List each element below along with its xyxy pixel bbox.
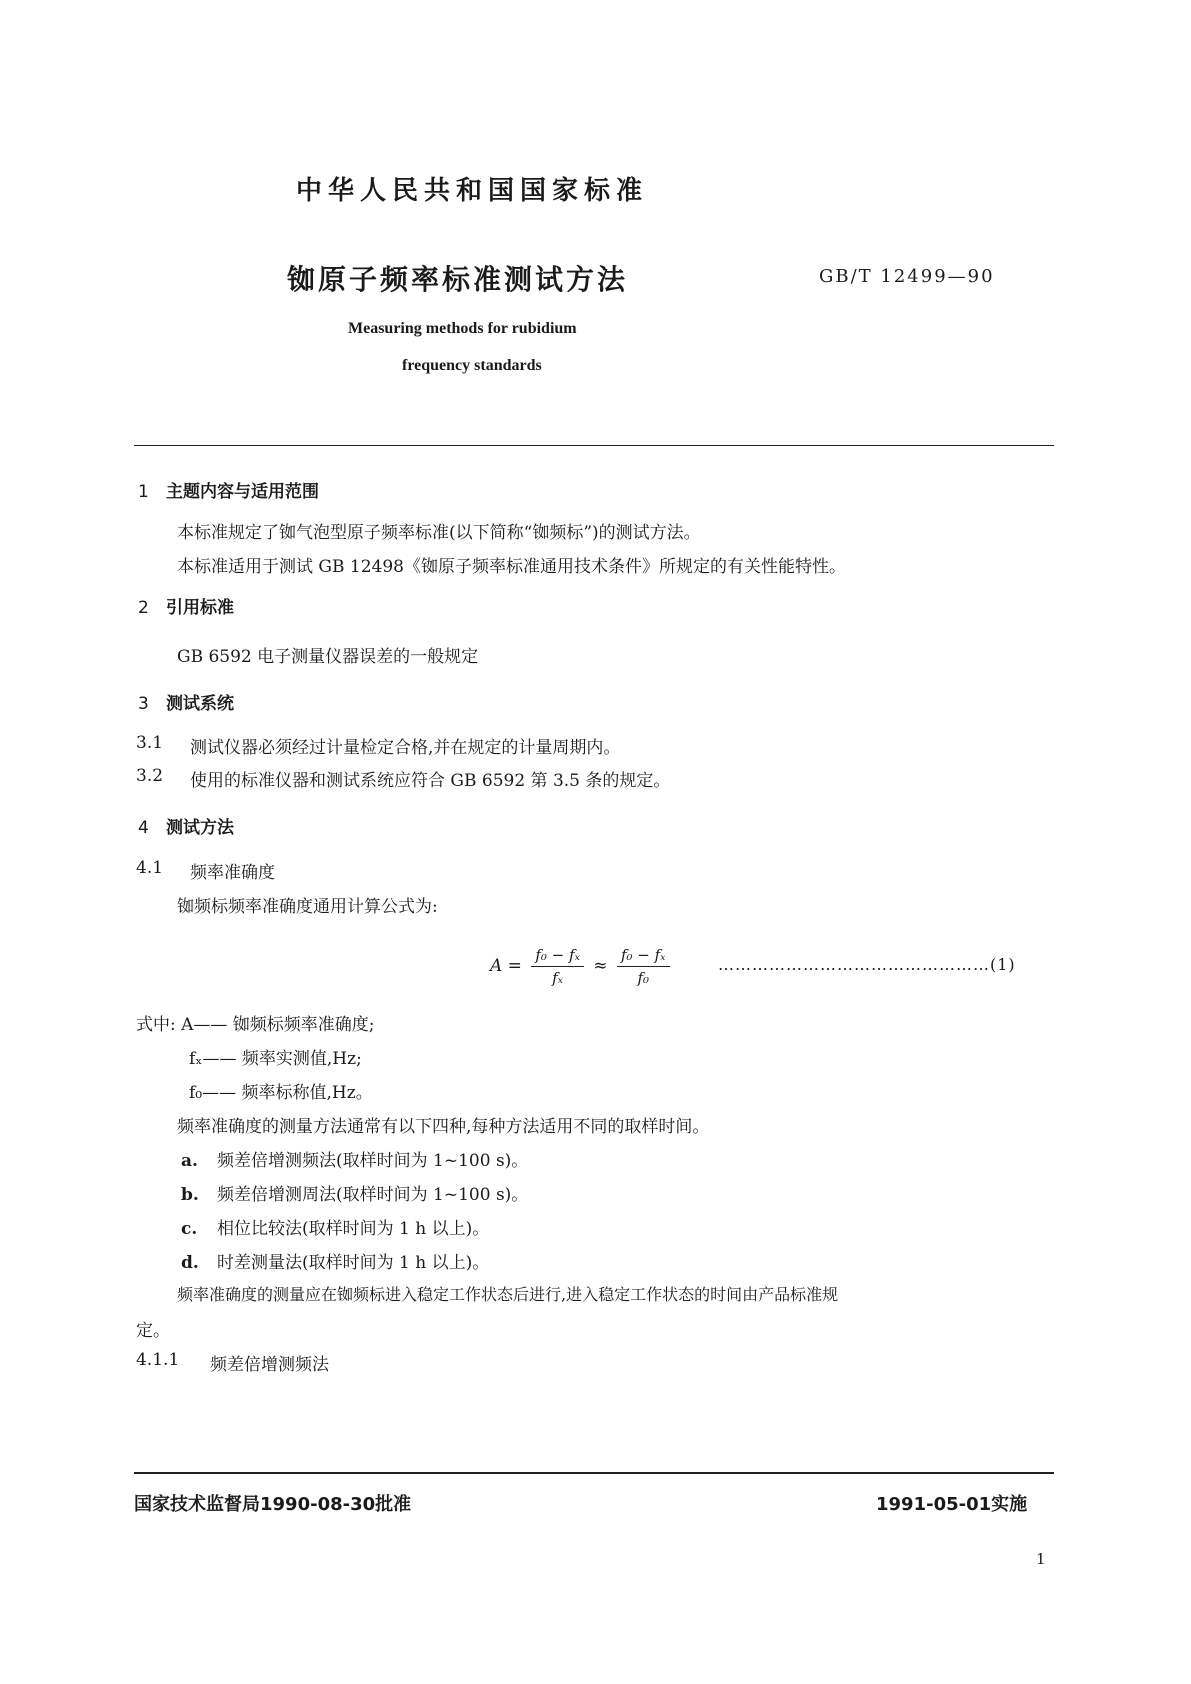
approval-date: 国家技术监督局1990-08-30批准	[134, 1494, 412, 1515]
fraction-denominator: fₓ	[552, 969, 564, 987]
list-item	[181, 1146, 528, 1171]
section-3-heading	[138, 689, 234, 714]
national-standard-heading: 中华人民共和国国家标准	[296, 176, 649, 206]
section-number: 4	[138, 818, 149, 838]
section-title: 测试系统	[166, 694, 234, 714]
section-1-heading	[138, 477, 319, 502]
section-number: 1	[138, 482, 149, 502]
paragraph: 铷频标频率准确度通用计算公式为:	[177, 897, 438, 917]
list-text: 相位比较法(取样时间为 1 h 以上)。	[217, 1219, 490, 1239]
paragraph: 频率准确度的测量应在铷频标进入稳定工作状态后进行,进入稳定工作状态的时间由产品标准规	[177, 1285, 839, 1304]
paragraph: GB 6592 电子测量仪器误差的一般规定	[177, 647, 479, 667]
list-mark: d.	[181, 1253, 199, 1273]
section-title: 引用标准	[166, 598, 234, 618]
formula-lhs: A =	[490, 956, 522, 976]
clause-number: 4.1.1	[136, 1350, 180, 1370]
section-4-heading	[138, 813, 234, 838]
clause-number: 3.2	[136, 766, 164, 786]
list-item	[181, 1248, 489, 1273]
fraction-2	[617, 946, 670, 987]
list-mark: a.	[181, 1151, 198, 1171]
paragraph: 定。	[136, 1321, 170, 1341]
paragraph: 本标准规定了铷气泡型原子频率标准(以下简称“铷频标”)的测试方法。	[177, 523, 701, 543]
english-title-line2: frequency standards	[402, 357, 542, 374]
list-text: 频差倍增测频法(取样时间为 1~100 s)。	[217, 1151, 529, 1171]
list-text: 频差倍增测周法(取样时间为 1~100 s)。	[217, 1185, 529, 1205]
list-item	[181, 1214, 489, 1239]
effective-date: 1991-05-01实施	[876, 1494, 1028, 1515]
approx-sign: ≈	[593, 956, 608, 976]
clause-number: 4.1	[136, 858, 164, 878]
list-item	[181, 1180, 528, 1205]
where-line: fₓ—— 频率实测值,Hz;	[189, 1049, 362, 1069]
english-title-line1: Measuring methods for rubidium	[348, 320, 577, 337]
list-mark: b.	[181, 1185, 199, 1205]
paragraph: 测试仪器必须经过计量检定合格,并在规定的计量周期内。	[190, 738, 621, 758]
where-line: f₀—— 频率标称值,Hz。	[189, 1083, 373, 1103]
list-mark: c.	[181, 1219, 198, 1239]
standard-code: GB/T 12499—90	[819, 266, 995, 287]
formula-number: …………………………………………(1)	[718, 955, 1016, 974]
list-text: 时差测量法(取样时间为 1 h 以上)。	[217, 1253, 490, 1273]
clause-title: 频率准确度	[190, 863, 275, 883]
where-line: 式中: A—— 铷频标频率准确度;	[136, 1015, 375, 1035]
footer-divider	[134, 1472, 1054, 1474]
section-number: 3	[138, 694, 149, 714]
document-title: 铷原子频率标准测试方法	[287, 263, 629, 296]
section-number: 2	[138, 598, 149, 618]
paragraph: 使用的标准仪器和测试系统应符合 GB 6592 第 3.5 条的规定。	[190, 771, 671, 791]
paragraph: 频率准确度的测量方法通常有以下四种,每种方法适用不同的取样时间。	[177, 1117, 710, 1137]
formula-accuracy	[490, 946, 674, 987]
section-title: 测试方法	[166, 818, 234, 838]
fraction-denominator: f₀	[637, 969, 650, 987]
fraction-1	[531, 946, 584, 987]
fraction-numerator: f₀ − fₓ	[531, 946, 584, 967]
clause-title: 频差倍增测频法	[210, 1355, 329, 1375]
section-title: 主题内容与适用范围	[166, 482, 319, 502]
fraction-numerator: f₀ − fₓ	[617, 946, 670, 967]
section-2-heading	[138, 593, 234, 618]
clause-number: 3.1	[136, 733, 164, 753]
paragraph: 本标准适用于测试 GB 12498《铷原子频率标准通用技术条件》所规定的有关性能特性。	[177, 557, 846, 577]
page-number: 1	[1036, 1550, 1046, 1568]
header-divider	[134, 445, 1054, 446]
